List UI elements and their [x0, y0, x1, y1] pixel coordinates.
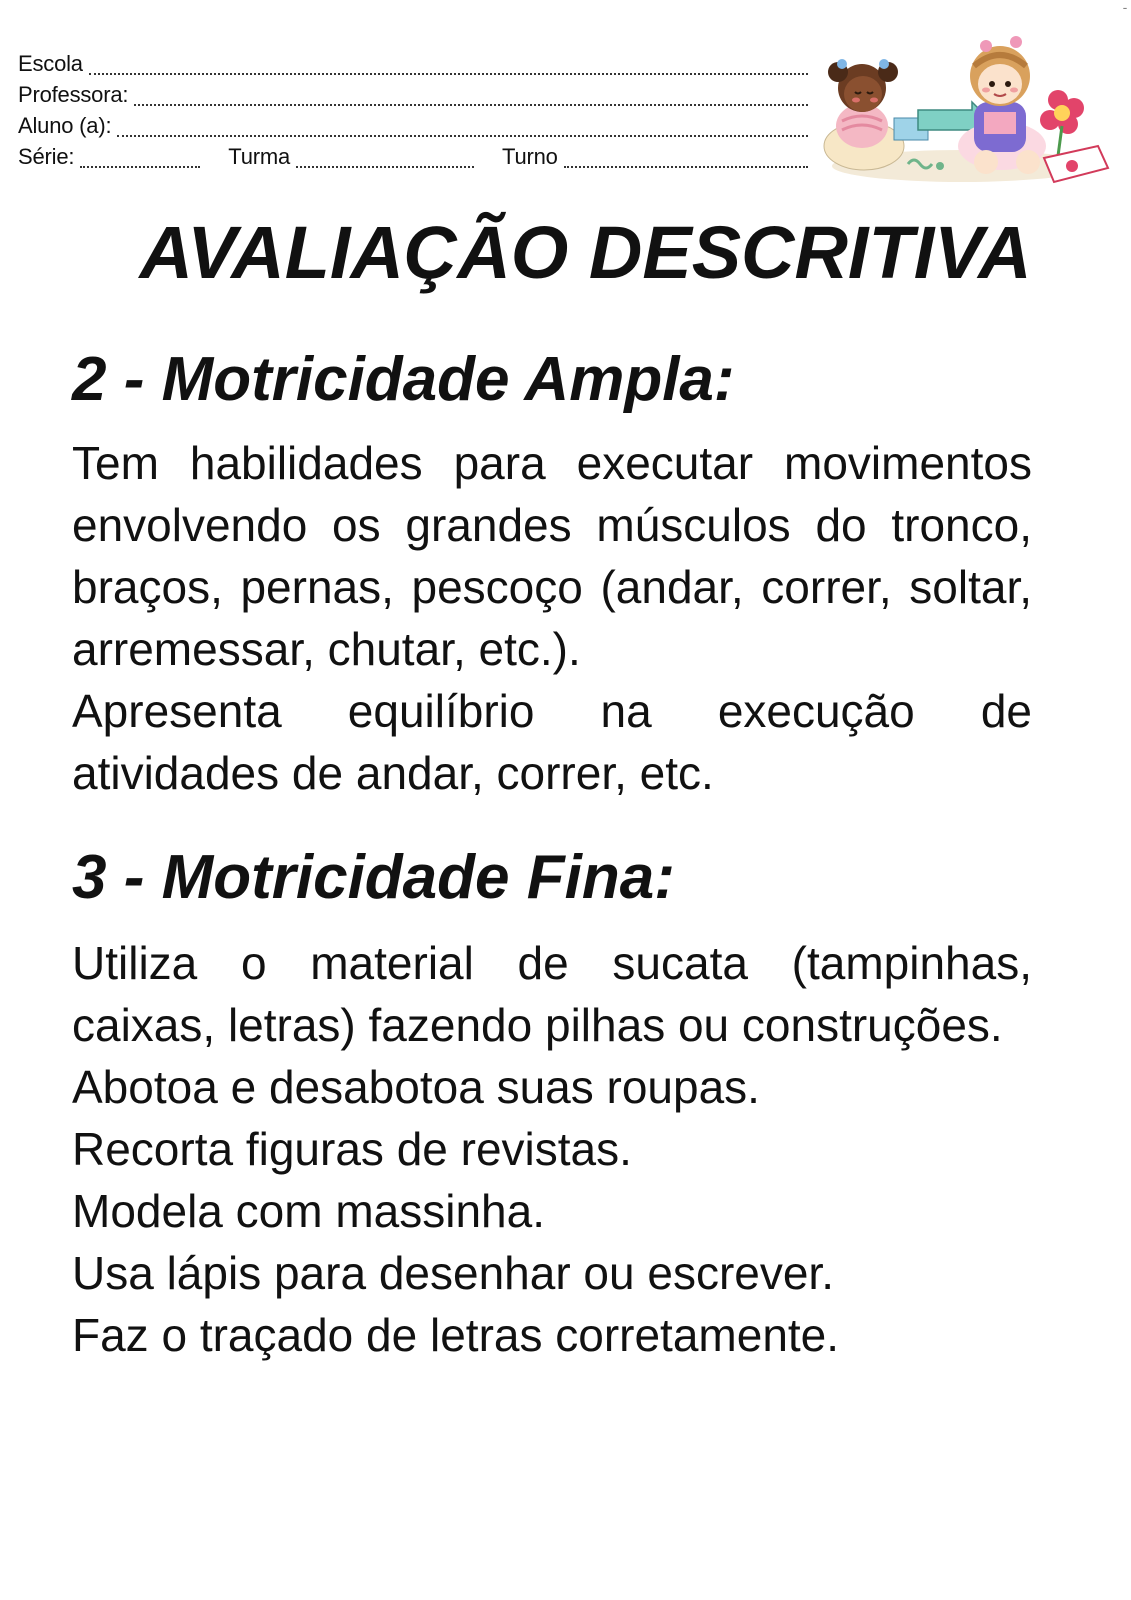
serie-field[interactable]: [80, 166, 200, 168]
section-paragraph: Utiliza o material de sucata (tampinhas, caixas, letras) fazendo pilhas ou construções.: [72, 937, 1032, 1051]
children-illustration: [822, 26, 1114, 186]
professora-label: Professora:: [18, 82, 129, 107]
aluno-label: Aluno (a):: [18, 113, 112, 138]
professora-row: [18, 79, 808, 110]
professora-field[interactable]: [134, 104, 808, 106]
aluno-row: [18, 110, 808, 141]
serie-label: Série:: [18, 144, 75, 169]
page-title: AVALIAÇÃO DESCRITIVA: [139, 211, 1032, 294]
section-paragraph: Apresenta equilíbrio na execução de atividades de andar, correr, etc.: [72, 685, 1032, 799]
list-item: Recorta figuras de revistas.: [72, 1123, 632, 1175]
turma-field[interactable]: [296, 166, 474, 168]
section-paragraph: Tem habilidades para executar movimentos envolvendo os grandes músculos do tronco, braços, pernas, pescoço (andar, correr, soltar, arremessar, chutar, etc.).: [72, 437, 1032, 675]
escola-label: Escola: [18, 51, 83, 76]
section-heading: 3 - Motricidade Fina:: [72, 843, 675, 912]
list-item: Abotoa e desabotoa suas roupas.: [72, 1061, 760, 1113]
girl-left-icon: [824, 59, 904, 170]
list-item: Usa lápis para desenhar ou escrever.: [72, 1247, 834, 1299]
list-item: Modela com massinha.: [72, 1185, 545, 1237]
section-motricidade-ampla: [72, 340, 1032, 804]
turma-label: Turma: [228, 144, 291, 169]
section-motricidade-fina: [72, 838, 1032, 1366]
escola-field[interactable]: [89, 73, 808, 75]
header-fields: [18, 48, 808, 172]
paper-icon: [1044, 146, 1108, 182]
escola-row: [18, 48, 808, 79]
flower-icon: [1040, 90, 1084, 156]
turno-field[interactable]: [564, 166, 808, 168]
turno-label: Turno: [502, 144, 558, 169]
aluno-field[interactable]: [117, 135, 808, 137]
section-heading: 2 - Motricidade Ampla:: [72, 345, 735, 414]
girl-right-icon: [958, 36, 1046, 174]
serie-row: [18, 141, 808, 172]
list-item: Faz o traçado de letras corretamente.: [72, 1309, 840, 1361]
